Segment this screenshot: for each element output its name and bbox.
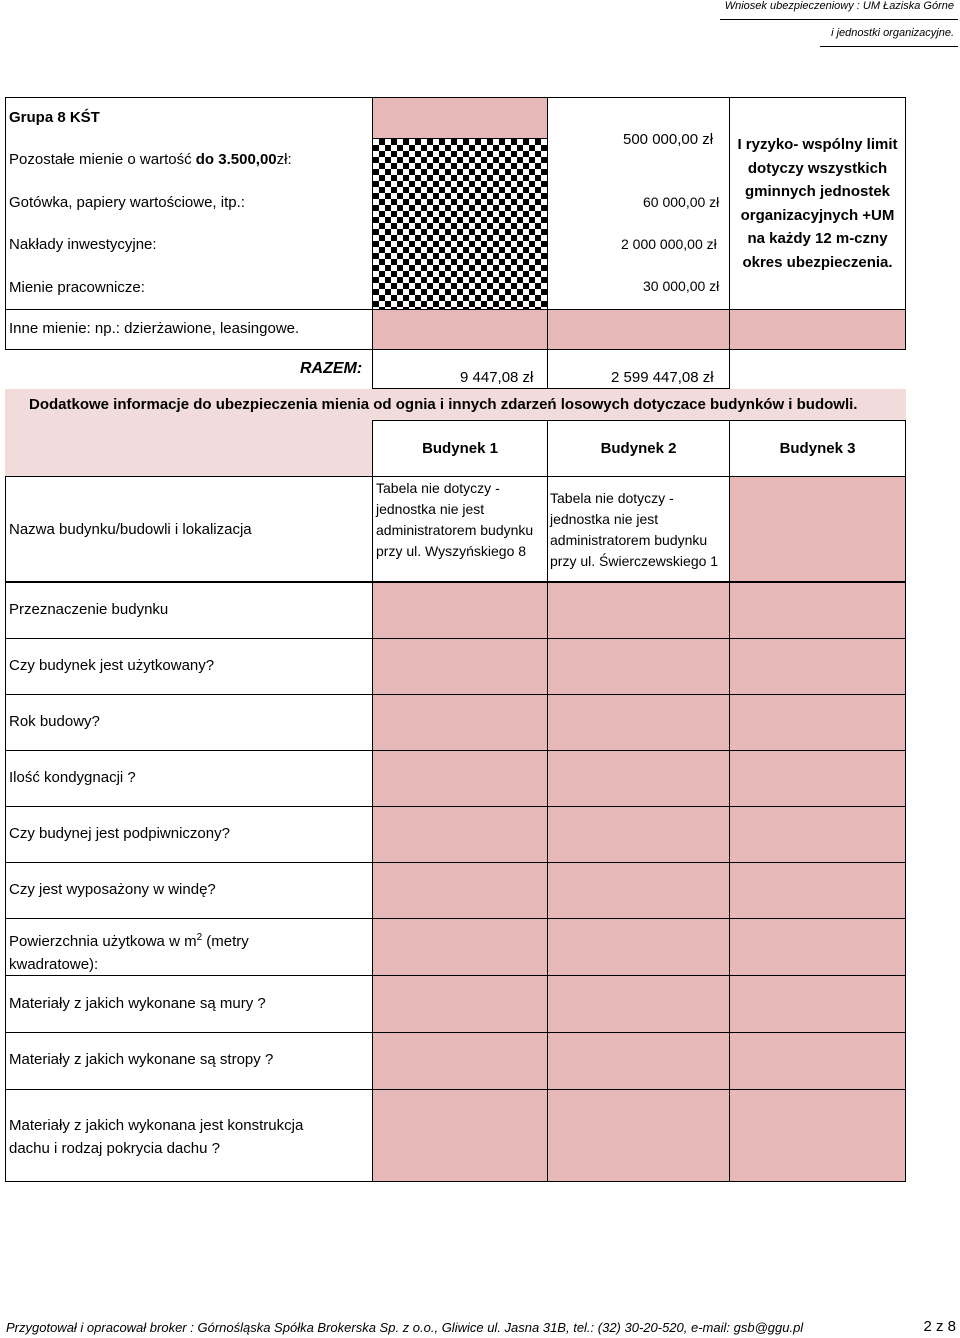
elevator-b3[interactable] [729, 862, 906, 919]
col1-header-cell [372, 97, 548, 139]
area-b3[interactable] [729, 918, 906, 976]
build-year-b3[interactable] [729, 694, 906, 751]
building3-name-cell[interactable] [729, 476, 906, 582]
page-number: 2 z 8 [923, 1318, 956, 1335]
other-property-col1[interactable] [372, 309, 548, 350]
buildings-header-spacer [5, 420, 373, 476]
name-label: Nazwa budynku/budowli i lokalizacja [9, 521, 252, 538]
header-divider [720, 19, 958, 20]
row-label-cash: Gotówka, papiery wartościowe, itp.: [9, 194, 245, 211]
other-property-col3[interactable] [729, 309, 906, 350]
purpose-b1[interactable] [372, 582, 548, 639]
basement-b3[interactable] [729, 806, 906, 863]
amount-investments: 2 000 000,00 zł [621, 236, 717, 252]
floors-b3[interactable] [729, 750, 906, 807]
basement-b2[interactable] [547, 806, 730, 863]
elevator-b1[interactable] [372, 862, 548, 919]
purpose-b2[interactable] [547, 582, 730, 639]
in-use-b2[interactable] [547, 638, 730, 695]
walls-label: Materiały z jakich wykonane są mury ? [9, 995, 266, 1012]
build-year-b1[interactable] [372, 694, 548, 751]
header-divider [820, 46, 958, 47]
building2-name: Tabela nie dotyczy - jednostka nie jest administratorem budynku przy ul. Świerczewskiego 1 [550, 490, 719, 569]
build-year-b2[interactable] [547, 694, 730, 751]
elevator-b2[interactable] [547, 862, 730, 919]
total-col2: 2 599 447,08 zł [611, 369, 714, 386]
purpose-label: Przeznaczenie budynku [9, 601, 169, 618]
purpose-b3[interactable] [729, 582, 906, 639]
ceilings-b2[interactable] [547, 1032, 730, 1090]
walls-b2[interactable] [547, 975, 730, 1033]
other-property-col2[interactable] [547, 309, 730, 350]
floors-b2[interactable] [547, 750, 730, 807]
area-label: Powierzchnia użytkowa w $m^2$ (metry kwadratowe): [9, 932, 249, 973]
document-header-subtitle: i jednostki organizacyjne. [831, 27, 954, 39]
building2-header: Budynek 2 [600, 440, 677, 457]
area-b1[interactable] [372, 918, 548, 976]
walls-b3[interactable] [729, 975, 906, 1033]
building1-name: Tabela nie dotyczy - jednostka nie jest administratorem budynku przy ul. Wyszyńskiego 8 [376, 480, 534, 559]
in-use-b1[interactable] [372, 638, 548, 695]
build-year-label: Rok budowy? [9, 713, 100, 730]
ceilings-label: Materiały z jakich wykonane są stropy ? [9, 1051, 274, 1068]
basement-label: Czy budynej jest podpiwniczony? [9, 825, 230, 842]
basement-b1[interactable] [372, 806, 548, 863]
row-label-other-property: Pozostałe mienie o wartość do 3.500,00zł: [9, 151, 292, 168]
area-b2[interactable] [547, 918, 730, 976]
roof-b1[interactable] [372, 1089, 548, 1182]
amount-other-property: 500 000,00 zł [623, 131, 714, 148]
limit-note: I ryzyko- wspólny limit dotyczy wszystkich gminnych jednostek organizacyjnych +UM na każdy 12 m-czny okres ubezpieczenia. [737, 136, 898, 271]
roof-b2[interactable] [547, 1089, 730, 1182]
floors-b1[interactable] [372, 750, 548, 807]
row-label-investments: Nakłady inwestycyjne: [9, 236, 157, 253]
ceilings-b3[interactable] [729, 1032, 906, 1090]
walls-b1[interactable] [372, 975, 548, 1033]
amount-cash: 60 000,00 zł [643, 194, 720, 210]
total-col1: 9 447,08 zł [460, 369, 534, 386]
roof-b3[interactable] [729, 1089, 906, 1182]
document-header-title: Wniosek ubezpieczeniowy : UM Łaziska Górne [724, 0, 954, 12]
roof-label: Materiały z jakich wykonana jest konstrukcja dachu i rodzaj pokrycia dachu ? [9, 1117, 304, 1157]
elevator-label: Czy jest wyposażony w windę? [9, 881, 216, 898]
in-use-label: Czy budynek jest użytkowany? [9, 657, 215, 674]
in-use-b3[interactable] [729, 638, 906, 695]
row-label-employee-property: Mienie pracownicze: [9, 279, 145, 296]
amount-employee-property: 30 000,00 zł [643, 278, 720, 294]
ceilings-b1[interactable] [372, 1032, 548, 1090]
footer-text: Przygotował i opracował broker : Górnośląska Spółka Brokerska Sp. z o.o., Gliwice ul. Jasna 31B, tel.: (32) 30-20-520, e-mail: gsb@ggu.pl [6, 1320, 804, 1335]
building1-header: Budynek 1 [422, 440, 498, 457]
group-title: Grupa 8 KŚT [9, 109, 100, 126]
building3-header: Budynek 3 [779, 440, 856, 457]
other-property-label: Inne mienie: np.: dzierżawione, leasingowe. [9, 320, 300, 337]
col1-hatched-cell [372, 138, 548, 310]
floors-label: Ilość kondygnacji ? [9, 769, 136, 786]
info-title: Dodatkowe informacje do ubezpieczenia mienia od ognia i innych zdarzeń losowych dotyczace budynków i budowli. [29, 396, 858, 413]
total-label: RAZEM: [300, 360, 363, 377]
